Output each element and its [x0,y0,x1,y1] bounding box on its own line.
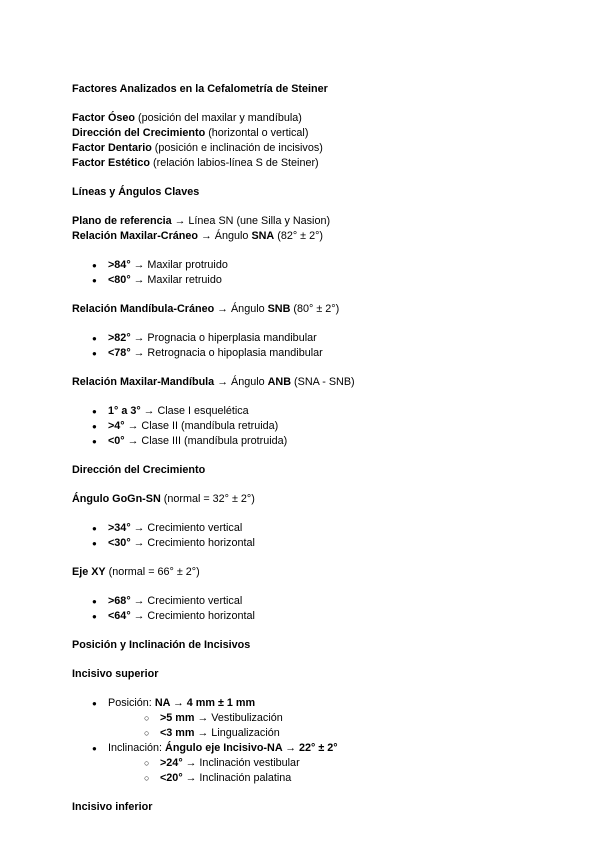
list-item: ● >68° → Crecimiento vertical [92,594,542,609]
crecimiento-heading: Dirección del Crecimiento [72,464,206,476]
relacion-snb: Relación Mandíbula-Cráneo → Ángulo SNB (80° ± 2°) [72,303,340,315]
document-title: Factores Analizados en la Cefalometría de Steiner [72,83,328,95]
factores-list [72,111,542,171]
factor-dentario: Factor Dentario (posición e inclinación de incisivos) [72,142,323,154]
plano-referencia: Plano de referencia → Línea SN (une Silla y Nasion) [72,215,331,227]
list-item: ● <30° → Crecimiento horizontal [92,536,542,551]
sna-list [92,258,542,288]
list-item: ○ <20° → Inclinación palatina [144,771,542,786]
list-item: ● Posición: NA → 4 mm ± 1 mm ○ >5 mm → Vestibulización ○ <3 mm → Lingualización [92,696,542,741]
incisivo-superior-heading: Incisivo superior [72,668,159,680]
relacion-sna: Relación Maxilar-Cráneo → Ángulo SNA (82° ± 2°) [72,230,323,242]
list-item: ● Inclinación: Ángulo eje Incisivo-NA → 22° ± 2° ○ >24° → Inclinación vestibular ○ <20° → Inclinación palatina [92,741,542,786]
list-item: ● >82° → Prognacia o hiperplasia mandibular [92,331,542,346]
list-item: ● 1° a 3° → Clase I esquelética [92,404,542,419]
anb-list [92,404,542,449]
incisivos-heading: Posición y Inclinación de Incisivos [72,639,251,651]
inclinacion-sublist [144,756,542,786]
lineas-heading: Líneas y Ángulos Claves [72,186,200,198]
list-item: ● >4° → Clase II (mandíbula retruida) [92,419,542,434]
list-item: ● >84° → Maxilar protruido [92,258,542,273]
angulo-gogn: Ángulo GoGn-SN (normal = 32° ± 2°) [72,493,255,505]
incisivo-superior-list [92,696,542,786]
list-item: ● <0° → Clase III (mandíbula protruida) [92,434,542,449]
eje-xy: Eje XY (normal = 66° ± 2°) [72,566,200,578]
gogn-list [92,521,542,551]
relacion-anb: Relación Maxilar-Mandíbula → Ángulo ANB (SNA - SNB) [72,376,355,388]
factor-crecimiento: Dirección del Crecimiento (horizontal o vertical) [72,127,309,139]
list-item: ○ >5 mm → Vestibulización [144,711,542,726]
posicion-sublist [144,711,542,741]
list-item: ○ <3 mm → Lingualización [144,726,542,741]
list-item: ○ >24° → Inclinación vestibular [144,756,542,771]
list-item: ● <64° → Crecimiento horizontal [92,609,542,624]
factor-oseo: Factor Óseo (posición del maxilar y mandíbula) [72,112,302,124]
list-item: ● <80° → Maxilar retruido [92,273,542,288]
factor-estetico: Factor Estético (relación labios-línea S de Steiner) [72,157,319,169]
snb-list [92,331,542,361]
incisivo-inferior-heading: Incisivo inferior [72,801,153,813]
list-item: ● <78° → Retrognacia o hipoplasia mandibular [92,346,542,361]
document-page [72,82,542,815]
xy-list [92,594,542,624]
list-item: ● >34° → Crecimiento vertical [92,521,542,536]
